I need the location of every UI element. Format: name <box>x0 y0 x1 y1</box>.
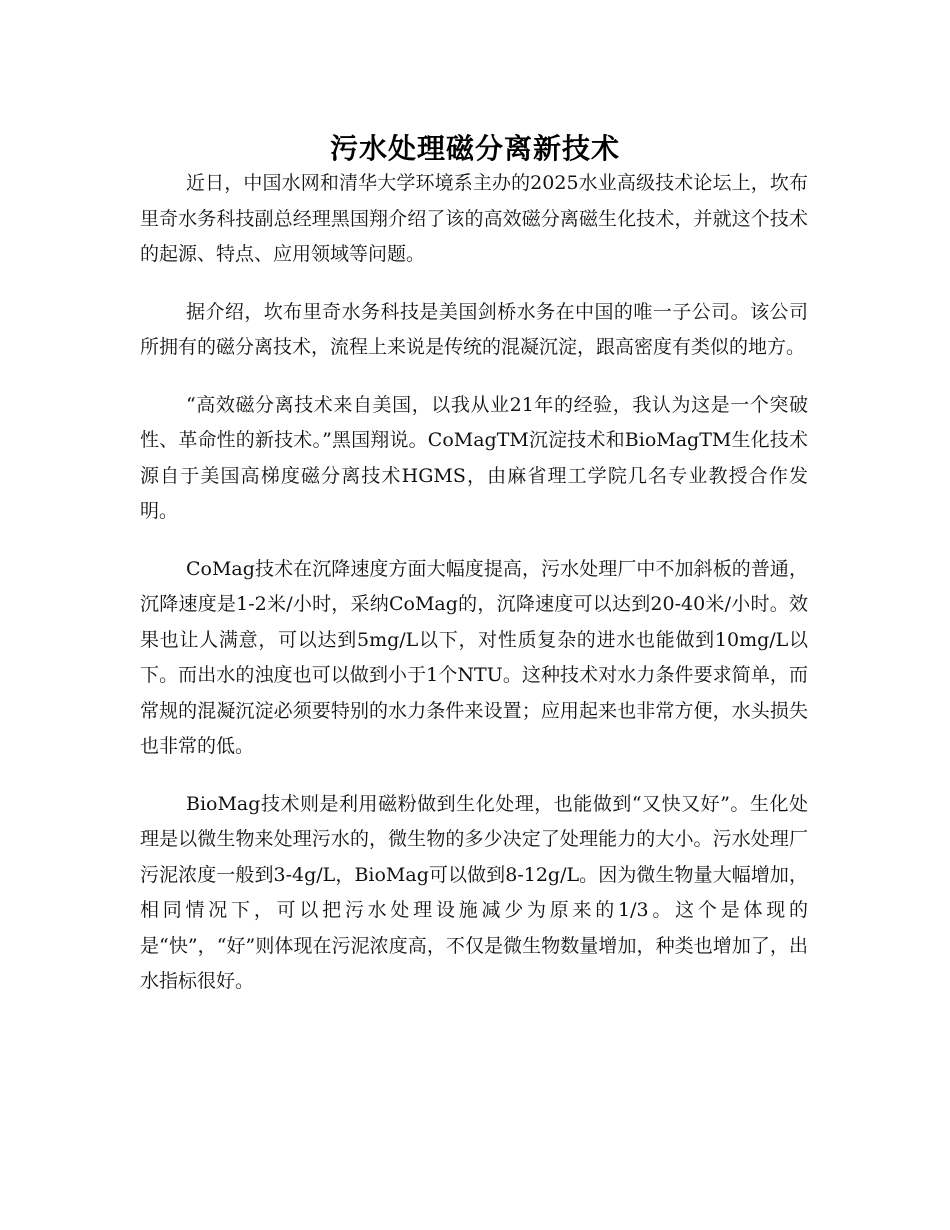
document-title: 污水处理磁分离新技术 <box>329 131 620 165</box>
paragraph-2: 据介绍，坎布里奇水务科技是美国剑桥水务在中国的唯一子公司。该公司所拥有的磁分离技术，流程上来说是传统的混凝沉淀，跟高密度有类似的地方。 <box>140 300 808 358</box>
paragraph-3: “高效磁分离技术来自美国，以我从业21年的经验，我认为这是一个突破性、革命性的新技术。”黑国翔说。CoMagTM沉淀技术和BioMagTM生化技术源自于美国高梯度磁分离技术HGMS，由麻省理工学院几名专业教授合作发明。 <box>140 393 808 522</box>
paragraph-5: BioMag技术则是利用磁粉做到生化处理，也能做到“又快又好”。生化处理是以微生物来处理污水的，微生物的多少决定了处理能力的大小。污水处理厂污泥浓度一般到3-4g/L，BioMag可以做到8-12g/L。因为微生物量大幅增加，相同情况下，可以把污水处理设施减少为原来的1/3。这个是体现的是“快”，“好”则体现在污泥浓度高，不仅是微生物数量增加，种类也增加了，出水指标很好。 <box>140 792 808 992</box>
document-body <box>140 166 808 1022</box>
paragraph-1: 近日，中国水网和清华大学环境系主办的2025水业高级技术论坛上，坎布里奇水务科技副总经理黑国翔介绍了该的高效磁分离磁生化技术，并就这个技术的起源、特点、应用领域等问题。 <box>140 172 808 265</box>
paragraph-4: CoMag技术在沉降速度方面大幅度提高，污水处理厂中不加斜板的普通，沉降速度是1-2米/小时，采纳CoMag的，沉降速度可以达到20-40米/小时。效果也让人满意，可以达到5mg/L以下，对性质复杂的进水也能做到10mg/L以下。而出水的浊度也可以做到小于1个NTU。这种技术对水力条件要求简单，而常规的混凝沉淀必须要特别的水力条件来设置；应用起来也非常方便，水头损失也非常的低。 <box>140 557 808 757</box>
